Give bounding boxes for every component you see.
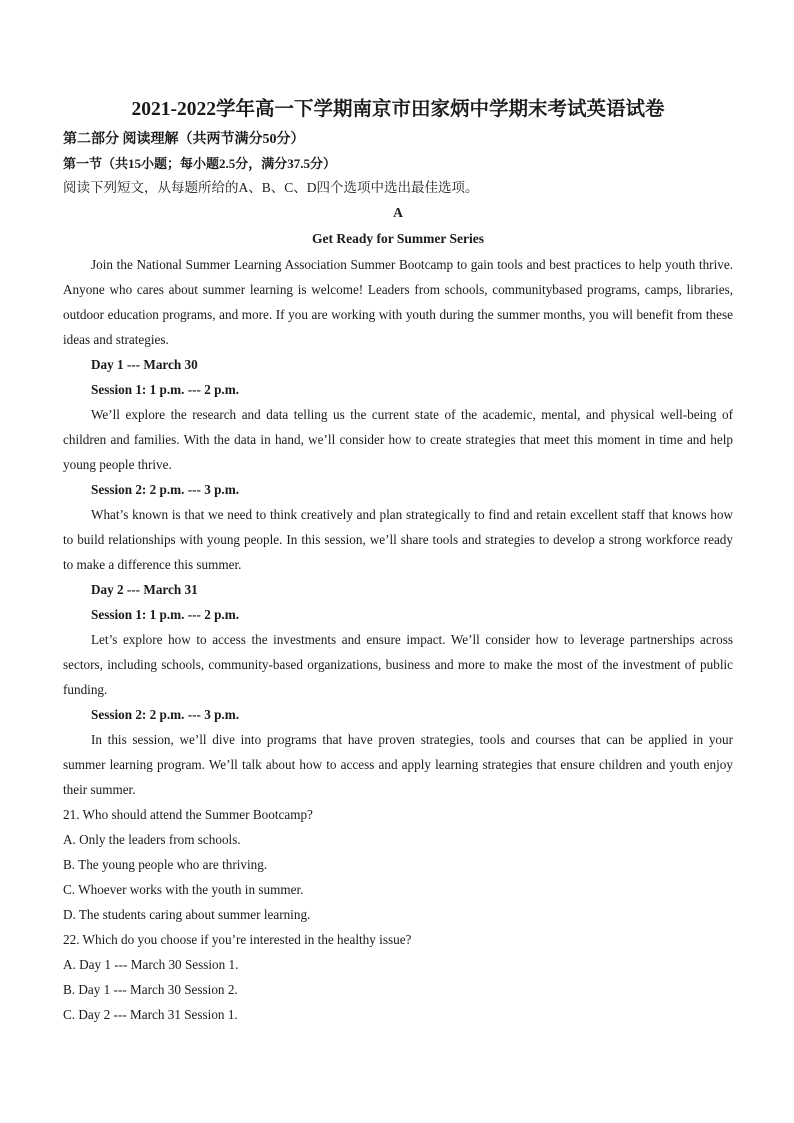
- exam-title: 2021-2022学年高一下学期南京市田家炳中学期末考试英语试卷: [131, 99, 665, 120]
- passage-intro: Join the National Summer Learning Association Summer Bootcamp to gain tools and best practices to help youth thrive. Anyone who cares about summer learning is welcome! Leaders from schools, communitybased programs, camps, libraries, outdoor education programs, and more. If you are working with youth during the summer months, you will benefit from these ideas and strategies.: [63, 257, 733, 347]
- passage-title: Get Ready for Summer Series: [312, 231, 484, 246]
- question-22-option-a: A. Day 1 --- March 30 Session 1.: [63, 957, 239, 972]
- day2-session2-text: In this session, we’ll dive into programs that have proven strategies, tools and courses that can be applied in your summer learning program. We’ll talk about how to access and apply learning strategies that ensure children and youth enjoy their summer.: [63, 732, 733, 797]
- question-22-option-b: B. Day 1 --- March 30 Session 2.: [63, 982, 238, 997]
- day1-session2-heading: Session 2: 2 p.m. --- 3 p.m.: [91, 482, 239, 497]
- day1-session1-heading: Session 1: 1 p.m. --- 2 p.m.: [91, 382, 239, 397]
- day2-session1-text: Let’s explore how to access the investments and ensure impact. We’ll consider how to leverage partnerships across sectors, including schools, community-based organizations, business and more to make the most of the investment of public funding.: [63, 632, 733, 697]
- question-21-option-d: D. The students caring about summer learning.: [63, 907, 311, 922]
- section-heading: 第一节（共15小题；每小题2.5分，满分37.5分）: [63, 156, 337, 171]
- day2-heading: Day 2 --- March 31: [91, 582, 198, 597]
- exam-page: [63, 96, 733, 1027]
- day2-session2-heading: Session 2: 2 p.m. --- 3 p.m.: [91, 707, 239, 722]
- day1-heading: Day 1 --- March 30: [91, 357, 198, 372]
- day1-session1-text: We’ll explore the research and data telling us the current state of the academic, mental, and physical well-being of children and families. With the data in hand, we’ll consider how to create strategies that meet this moment in time and help young people thrive.: [63, 407, 733, 472]
- question-21-option-b: B. The young people who are thriving.: [63, 857, 268, 872]
- question-21-option-a: A. Only the leaders from schools.: [63, 832, 241, 847]
- question-22-stem: 22. Which do you choose if you’re interested in the healthy issue?: [63, 932, 412, 947]
- question-22-option-c: C. Day 2 --- March 31 Session 1.: [63, 1007, 238, 1022]
- question-21-stem: 21. Who should attend the Summer Bootcamp?: [63, 807, 313, 822]
- day1-session2-text: What’s known is that we need to think creatively and plan strategically to find and retain excellent staff that knows how to build relationships with young people. In this session, we’ll share tools and strategies to develop a strong workforce ready to make a difference this summer.: [63, 507, 733, 572]
- passage-letter: A: [393, 205, 403, 220]
- day2-session1-heading: Session 1: 1 p.m. --- 2 p.m.: [91, 607, 239, 622]
- instruction-text: 阅读下列短文，从每题所给的A、B、C、D四个选项中选出最佳选项。: [63, 180, 479, 195]
- part-heading: 第二部分 阅读理解（共两节满分50分）: [63, 132, 305, 147]
- question-21-option-c: C. Whoever works with the youth in summer.: [63, 882, 304, 897]
